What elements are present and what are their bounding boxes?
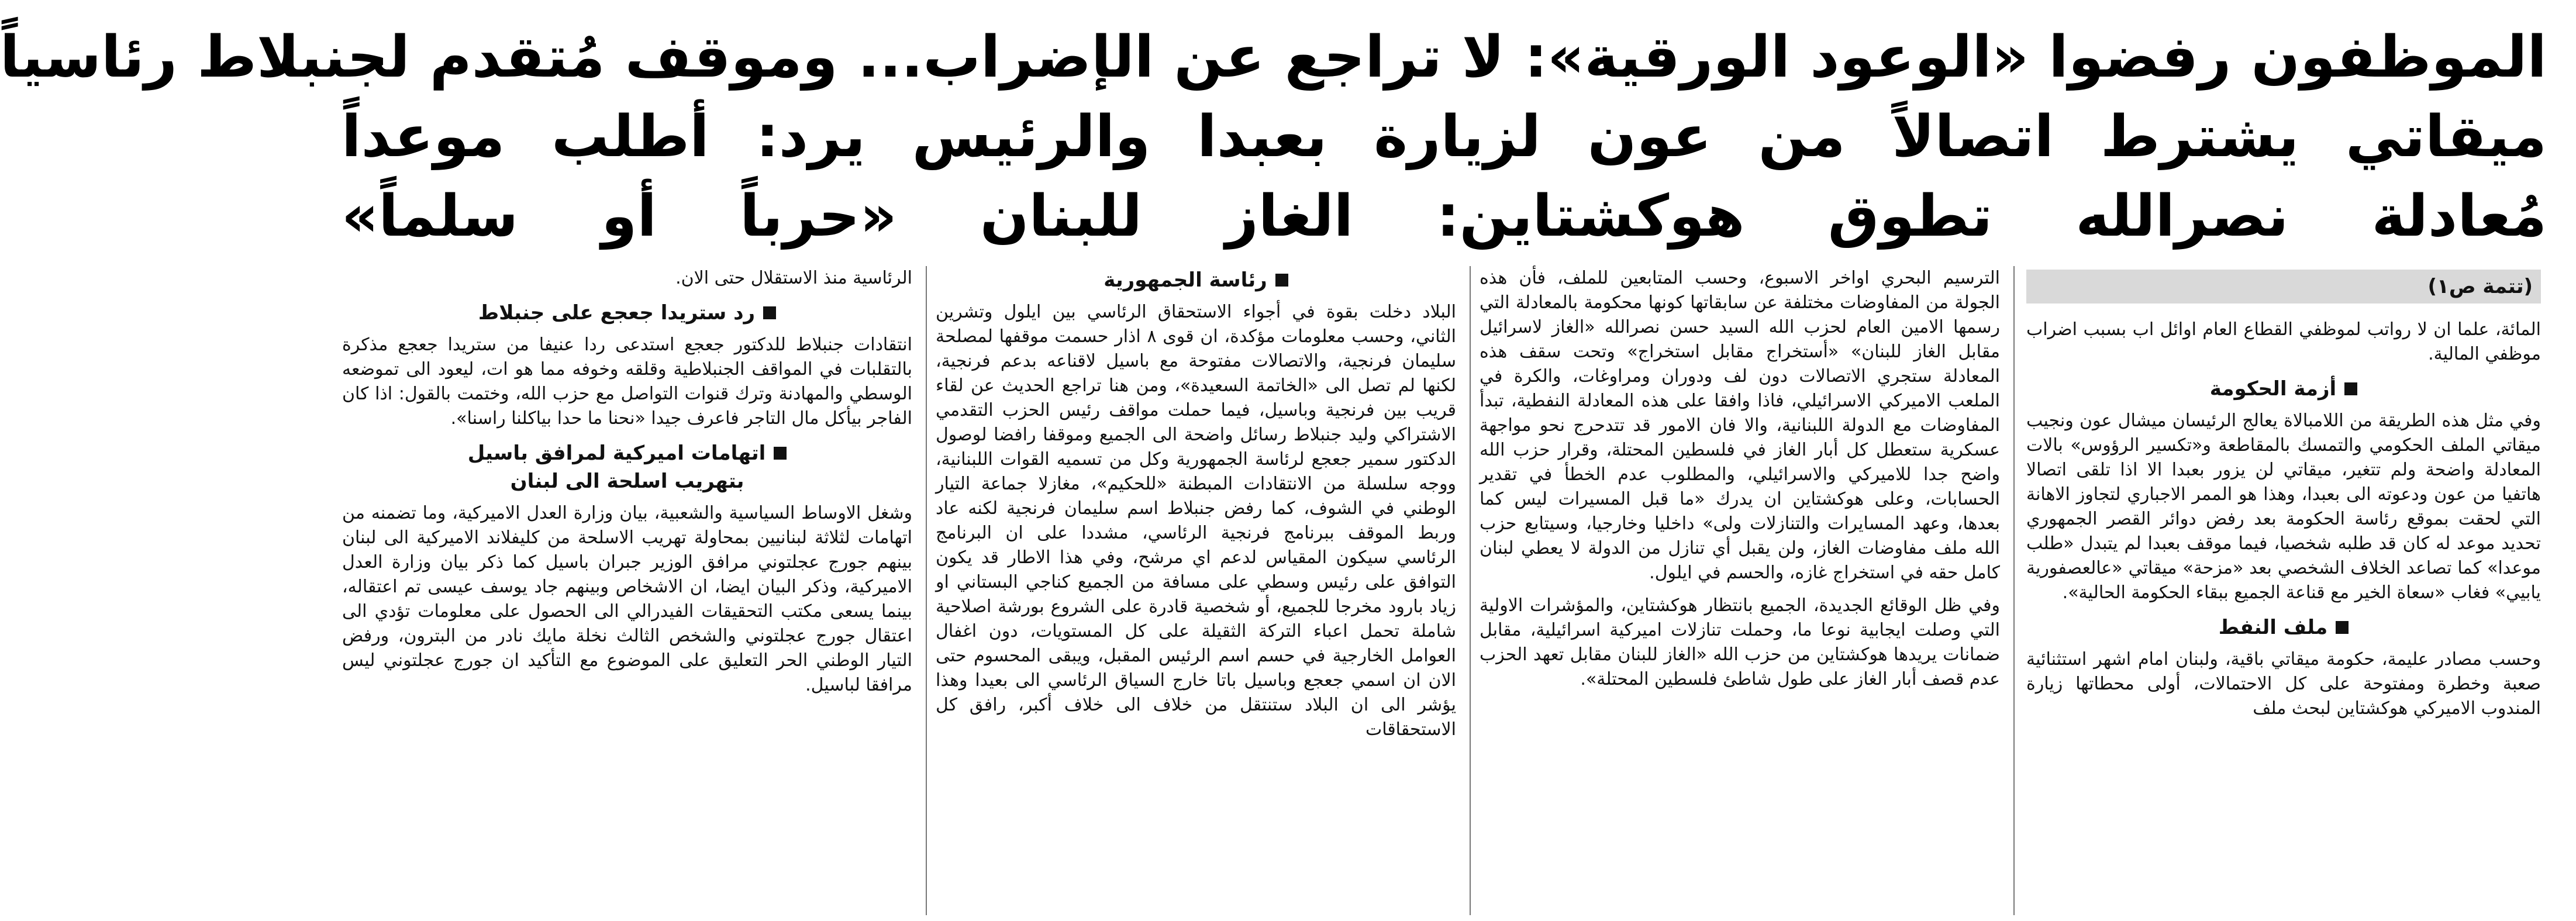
paragraph: الترسيم البحري اواخر الاسبوع، وحسب المتابعين للملف، فأن هذه الجولة من المفاوضات مختلفة عن سابقاتها كونها محكومة بالمعادلة التي رسمها الامين العام لحزب الله السيد حسن نصرالله «الغاز لاسرائيل مقابل الغاز للبنان» «أستخراج مقابل استخراج» وتحت سقف هذه المعادلة ستجري الاتصالات دون لف ودوران ومراوغات، والكرة في الملعب الاميركي الاسرائيلي، فاذا وافقا على هذه المعادلة النفطية، تبدأ المفاوضات مع الدولة اللبنانية، والا فان الامور قد تتدحرج نحو مواجهة عسكرية ستعطل كل أبار الغاز في فلسطين المحتلة، وقرار حزب الله واضح جدا للاميركي والاسرائيلي، والمطلوب عدم الخطأ في تقدير الحسابات، وعلى هوكشتاين ان يدرك «ما قبل المسيرات ليس كما بعدها، وعهد المسايرات والتنازلات ولى» داخليا وخارجيا، وسيتابع حزب الله ملف مفاوضات الغاز، ولن يقبل أي تنازل من الدولة لا يعطي لبنان كامل حقه في استخراج غازه، والحسم في ايلول. bbox=[1480, 268, 2000, 583]
paragraph: انتقادات جنبلاط للدكتور جعجع استدعى ردا عنيفا من ستريدا جعجع مذكرة بالتقلبات في المواقف الجنبلاطية وقلقه وخوفه مما هو ات، ليعود الى تموضعه الوسطي والمهادنة وترك قنوات التواصل مع حزب الله، وختمت بالقول: اذا كان الفاجر بيأكل مال التاجر فاعرف جيدا «نحنا ما حدا بياكلنا راسنا». bbox=[342, 334, 912, 429]
paragraph: المائة، علما ان لا رواتب لموظفي القطاع العام اوائل اب بسبب اضراب موظفي المالية. bbox=[2026, 319, 2541, 364]
column-3 bbox=[936, 266, 1456, 915]
headline-2: ميقاتي يشترط اتصالاً من عون لزيارة بعبدا والرئيس يرد: أطلب موعداً bbox=[342, 104, 2547, 170]
column-2 bbox=[1480, 266, 2000, 915]
paragraph: الرئاسية منذ الاستقلال حتى الان. bbox=[675, 268, 912, 288]
section-heading-text: رئاسة الجمهورية bbox=[1103, 268, 1267, 292]
section-heading bbox=[936, 266, 1456, 294]
section-heading bbox=[342, 299, 912, 327]
headline-1: الموظفون رفضوا «الوعود الورقية»: لا تراجع عن الإضراب... وموقف مُتقدم لجنبلاط رئاسياً bbox=[0, 24, 2547, 91]
article-columns bbox=[342, 266, 2541, 915]
paragraph: البلاد دخلت بقوة في أجواء الاستحقاق الرئاسي بين ايلول وتشرين الثاني، وحسب معلومات مؤكدة، ان قوى ٨ اذار حسمت موقفها لمصلحة سليمان فرنجية، والاتصالات مفتوحة مع باسيل لاقناعه بدعم فرنجية، لكنها لم تصل الى «الخاتمة السعيدة»، ومن هنا تراجع الحديث عن لقاء قريب بين فرنجية وباسيل، فيما حملت مواقف رئيس الحزب التقدمي الاشتراكي وليد جنبلاط رسائل واضحة الى الجميع وموقفا رافضا لوصول الدكتور سمير جعجع لرئاسة الجمهورية وكل من تسميه القوات اللبنانية، ووجه سلسلة من الانتقادات المبطنة «للحكيم»، مغازلا جماعة التيار الوطني في الشوف، كما رفض جنبلاط اسم سليمان فرنجية لكنه عاد وربط الموقف ببرنامج فرنجية الرئاسي، مشددا على ان البرنامج الرئاسي سيكون المقياس لدعم اي مرشح، وفي هذا الاطار قد يكون التوافق على رئيس وسطي على مسافة من الجميع كناجي البستاني او زياد بارود مخرجا للجميع، أو شخصية قادرة على الشروع بورشة اصلاحية شاملة تحمل اعباء التركة الثقيلة على كل المستويات، دون اغفال العوامل الخارجية في حسم اسم الرئيس المقبل، ويبقى المحسوم حتى الان ان اسمي جعجع وباسيل باتا خارج السياق الرئاسي الى بعيدا وهذا يؤشر الى ان البلاد ستنتقل من خلاف الى خلاف أكبر، رافق كل الاستحقاقات bbox=[936, 302, 1456, 740]
paragraph: وفي مثل هذه الطريقة من اللامبالاة يعالج الرئيسان ميشال عون ونجيب ميقاتي الملف الحكومي والتمسك بالمقاطعة و«تكسير الرؤوس» بالات المعادلة واضحة ولم تتغير، ميقاتي لن يزور بعبدا الا اذا تلقى اتصالا هاتفيا من عون ودعوته الى بعبدا، وهذا هو الممر الاجباري لتجاوز الاهانة التي لحقت بموقع رئاسة الحكومة بعد رفض دوائر القصر الجمهوري تحديد موعد له كان قد طلبه شخصيا، فيما موقف بعبدا لم يتبدل «طلب موعدا» كما تصاعد الخلاف الشخصي بعد «مزحة» ميقاتي «عالعصفورية يابيي» فغاب «سعاة الخير مع قناعة الجميع ببقاء الحكومة الحالية». bbox=[2026, 411, 2541, 603]
paragraph: وشغل الاوساط السياسية والشعبية، بيان وزارة العدل الاميركية، وما تضمنه من اتهامات لثلاثة لبنانيين بمحاولة تهريب الاسلحة من كليفلاند الاميركية الى لبنان بينهم جورج عجلتوني مرافق الوزير جبران باسيل كما ذكر بيان وزارة العدل الاميركية، وذكر البيان ايضا، ان الاشخاص وبينهم جاد يوسف عيسى تم اعتقاله، بينما يسعى مكتب التحقيقات الفيدرالي الى الحصول على معلومات تؤدي الى اعتقال جورج عجلتوني والشخص الثالث نخلة مايك نادر من البترون، ورفض التيار الوطني الحر التعليق على الموضوع مع التأكيد ان جورج عجلتوني ليس مرافقا لباسيل. bbox=[342, 503, 912, 695]
section-heading-text: بتهريب اسلحة الى لبنان bbox=[510, 470, 744, 493]
square-bullet-icon bbox=[2344, 382, 2357, 395]
headline-3: مُعادلة نصرالله تطوق هوكشتاين: الغاز للبنان «حرباً أو سلماً» bbox=[342, 183, 2547, 250]
square-bullet-icon bbox=[774, 447, 787, 460]
section-heading-line bbox=[468, 439, 787, 467]
square-bullet-icon bbox=[763, 306, 776, 319]
section-heading-text: اتهامات اميركية لمرافق باسيل bbox=[467, 441, 766, 465]
paragraph: وفي ظل الوقائع الجديدة، الجميع بانتظار هوكشتاين، والمؤشرات الاولية التي وصلت ايجابية نوعا ما، وحملت تنازلات اميركية اسرائيلية، مقابل ضمانات يريدها هوكشتاين من حزب الله «الغاز للبنان مقابل تعهد الحزب عدم قصف أبار الغاز على طول شاطئ فلسطين المحتلة». bbox=[1480, 595, 2000, 689]
section-heading bbox=[2026, 375, 2541, 403]
column-1 bbox=[2026, 266, 2541, 915]
headline-block bbox=[0, 18, 2547, 256]
section-heading bbox=[2026, 613, 2541, 641]
section-heading bbox=[342, 439, 912, 495]
square-bullet-icon bbox=[1275, 274, 1288, 287]
section-heading-text: أزمة الحكومة bbox=[2209, 377, 2337, 401]
paragraph: وحسب مصادر عليمة، حكومة ميقاتي باقية، ولبنان امام اشهر استثنائية صعبة وخطرة ومفتوحة على كل الاحتمالات، أولى محطاتها زيارة المندوب الاميركي هوكشتاين لبحث ملف bbox=[2026, 649, 2541, 719]
continued-from-box: (تتمة ص١) bbox=[2026, 270, 2541, 303]
square-bullet-icon bbox=[2336, 621, 2349, 634]
section-heading-text: رد ستريدا جعجع على جنبلاط bbox=[478, 301, 756, 325]
section-heading-text: ملف النفط bbox=[2218, 616, 2328, 639]
column-4 bbox=[342, 266, 912, 915]
